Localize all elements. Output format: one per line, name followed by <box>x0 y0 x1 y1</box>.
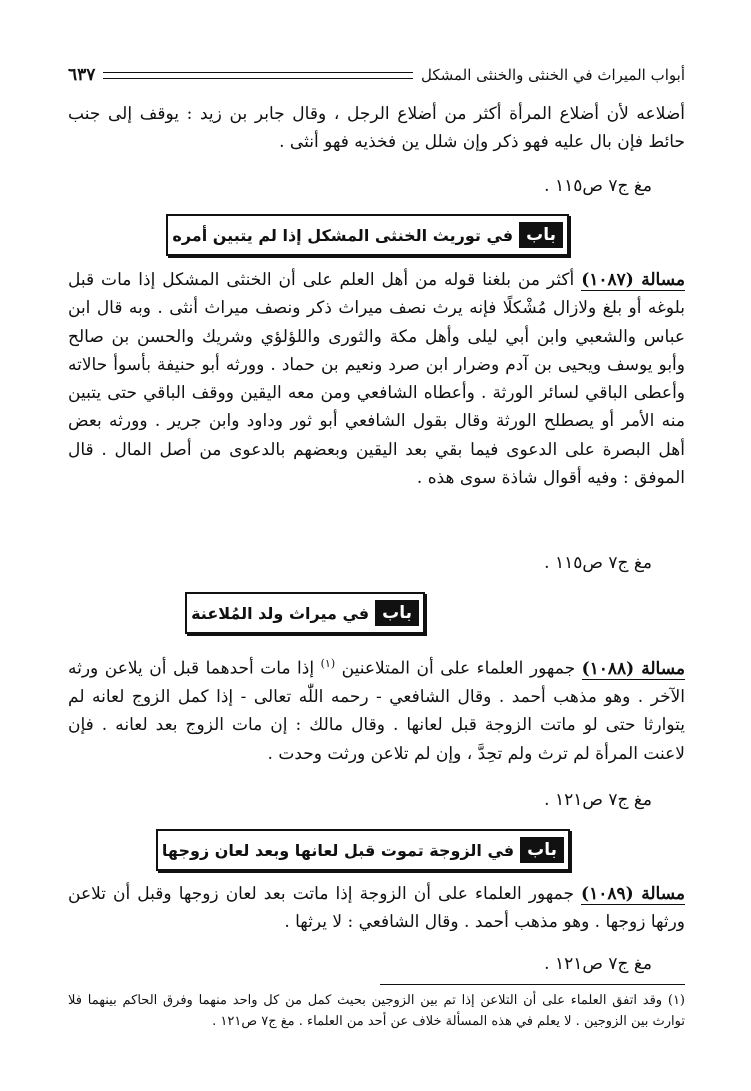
masala-number: مسالة (١٠٨٩) <box>581 884 685 904</box>
chapter-heading-1 <box>166 214 569 256</box>
intro-text: أضلاعه لأن أضلاع المرأة أكثر من أضلاع الرجل ، وقال جابر بن زيد : يوقف إلى جنب حائط فإن بال عليه فهو ذكر وإن شلل ين فخذيه فهو أنثى . <box>68 104 685 153</box>
section-3-body <box>68 880 685 937</box>
masala-number: مسالة (١٠٨٧) <box>581 270 685 290</box>
chapter-heading-3 <box>156 829 570 871</box>
section-3-reference: مغ ج٧ ص١٢١ . <box>544 954 652 974</box>
section-2-text-a: جمهور العلماء على أن المتلاعنين <box>341 658 576 679</box>
bab-label: باب <box>375 600 419 626</box>
page-number: ٦٣٧ <box>68 65 96 85</box>
section-2-text-b: إذا مات أحدهما قبل أن يلاعن ورثه الآخر . وهو مذهب أحمد . وقال الشافعي - رحمه اللّٰه تعالى - إذا كمل الزوج لعانه لم يتوارثا حتى لو ماتت الزوجة قبل لعانها . وقال مالك : إن مات الزوج بعد لعانه . فإن لاعنت المرأة لم ترث ولم تحِدَّ ، وإن لم تلاعن ورثت وحدت . <box>68 658 685 764</box>
masala-number: مسالة (١٠٨٨) <box>581 658 685 679</box>
header-rule <box>103 72 413 79</box>
intro-paragraph <box>68 100 685 157</box>
running-title: أبواب الميراث في الخنثى والخنثى المشكل <box>420 66 685 84</box>
bab-label: باب <box>519 222 563 248</box>
section-1-reference: مغ ج٧ ص١١٥ . <box>544 553 652 573</box>
section-2-body <box>68 650 685 768</box>
footnote-rule <box>380 984 685 985</box>
chapter-title: في ميراث ولد المُلاعنة <box>191 603 370 623</box>
page-header <box>68 62 685 88</box>
footnote-marker[interactable]: (١) <box>320 657 336 670</box>
section-2-reference: مغ ج٧ ص١٢١ . <box>544 790 652 810</box>
section-1-body <box>68 266 685 492</box>
chapter-title: في الزوجة تموت قبل لعانها وبعد لعان زوجها <box>161 840 515 860</box>
section-1-text: أكثر من بلغنا قوله من أهل العلم على أن الخنثى المشكل إذا مات قبل بلوغه أو بلغ ولازال مُشْكلًا فإنه يرث نصف ميراث ذكر ونصف ميراث أنثى . وبه قال ابن عباس والشعبي وابن أبي ليلى وأهل مكة والثورى واللؤلؤي وشريك والحسن بن صالح وأبو يوسف ويحيى بن آدم وضرار ابن صرد ونعيم بن حماد . وورثه أبو حنيفة بأسوأ حالاته وأعطى الباقي لسائر الورثة . وأعطاه الشافعي ومن معه اليقين ووقف الباقي حتى يتبين منه الأمر أو يصطلح الورثة وقال بقول الشافعي أبو ثور وداود وابن جرير . وورثه بعض أهل البصرة على الدعوى فيما بقي بعد اليقين وبعضهم بالدعوى من أصل المال . قال الموفق : وفيه أقوال شاذة سوى هذه . <box>68 270 685 489</box>
intro-reference: مغ ج٧ ص١١٥ . <box>544 176 652 196</box>
bab-label: باب <box>520 837 564 863</box>
chapter-heading-2 <box>185 592 425 634</box>
section-3-text: جمهور العلماء على أن الزوجة إذا ماتت بعد لعان زوجها وقبل أن تلاعن ورثها زوجها . وهو مذهب أحمد . وقال الشافعي : لا يرثها . <box>68 884 685 933</box>
footnote: (١) وقد اتفق العلماء على أن التلاعن إذا تم بين الزوجين بحيث كمل من كل واحد منهما وفرق الحاكم بينهما فلا توارث بين الزوجين . لا يعلم في هذه المسألة خلاف عن أحد من العلماء . مغ ج٧ ص١٢١ . <box>68 993 685 1029</box>
chapter-title: في توريث الخنثى المشكل إذا لم يتبين أمره <box>172 225 514 245</box>
